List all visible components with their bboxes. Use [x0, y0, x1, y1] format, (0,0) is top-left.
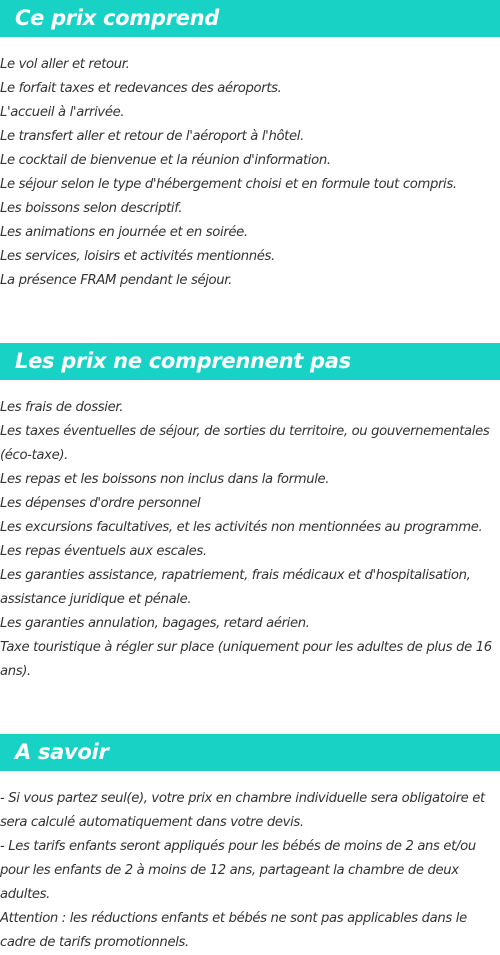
- list-item: - Les tarifs enfants seront appliqués pour les bébés de moins de 2 ans et/ou pour les enfants de 2 à moins de 12 ans, partageant la chambre de deux adultes.: [0, 839, 476, 902]
- list-item: Les boissons selon descriptif.: [0, 201, 183, 216]
- list-item: Les garanties assistance, rapatriement, frais médicaux et d'hospitalisation, assistance juridique et pénale.: [0, 568, 471, 607]
- list-item: Le transfert aller et retour de l'aéroport à l'hôtel.: [0, 129, 304, 144]
- list-item: Les animations en journée et en soirée.: [0, 225, 248, 240]
- section-title-not-included: Les prix ne comprennent pas: [0, 343, 500, 380]
- list-item: Les dépenses d'ordre personnel: [0, 496, 201, 511]
- list-item: Le forfait taxes et redevances des aéroports.: [0, 81, 282, 96]
- list-item: Les frais de dossier.: [0, 400, 124, 415]
- section-title-included: Ce prix comprend: [0, 0, 500, 37]
- list-item: Attention : les réductions enfants et bébés ne sont pas applicables dans le cadre de tarifs promotionnels.: [0, 911, 467, 950]
- list-item: L'accueil à l'arrivée.: [0, 105, 125, 120]
- list-item: Les excursions facultatives, et les activités non mentionnées au programme.: [0, 520, 483, 535]
- list-item: Taxe touristique à régler sur place (uniquement pour les adultes de plus de 16 ans).: [0, 640, 492, 679]
- list-item: Les repas éventuels aux escales.: [0, 544, 207, 559]
- list-item: Les garanties annulation, bagages, retard aérien.: [0, 616, 310, 631]
- included-list: [0, 53, 500, 293]
- list-item: Le séjour selon le type d'hébergement choisi et en formule tout compris.: [0, 177, 457, 192]
- list-item: La présence FRAM pendant le séjour.: [0, 273, 232, 288]
- section-title-a-savoir: A savoir: [0, 734, 500, 771]
- list-item: - Si vous partez seul(e), votre prix en chambre individuelle sera obligatoire et sera calculé automatiquement dans votre devis.: [0, 791, 485, 830]
- list-item: Le vol aller et retour.: [0, 57, 130, 72]
- not-included-list: [0, 396, 500, 684]
- list-item: Les services, loisirs et activités mentionnés.: [0, 249, 275, 264]
- a-savoir-list: [0, 787, 500, 955]
- list-item: Les repas et les boissons non inclus dans la formule.: [0, 472, 330, 487]
- list-item: Les taxes éventuelles de séjour, de sorties du territoire, ou gouvernementales (éco-taxe).: [0, 424, 490, 463]
- list-item: Le cocktail de bienvenue et la réunion d'information.: [0, 153, 331, 168]
